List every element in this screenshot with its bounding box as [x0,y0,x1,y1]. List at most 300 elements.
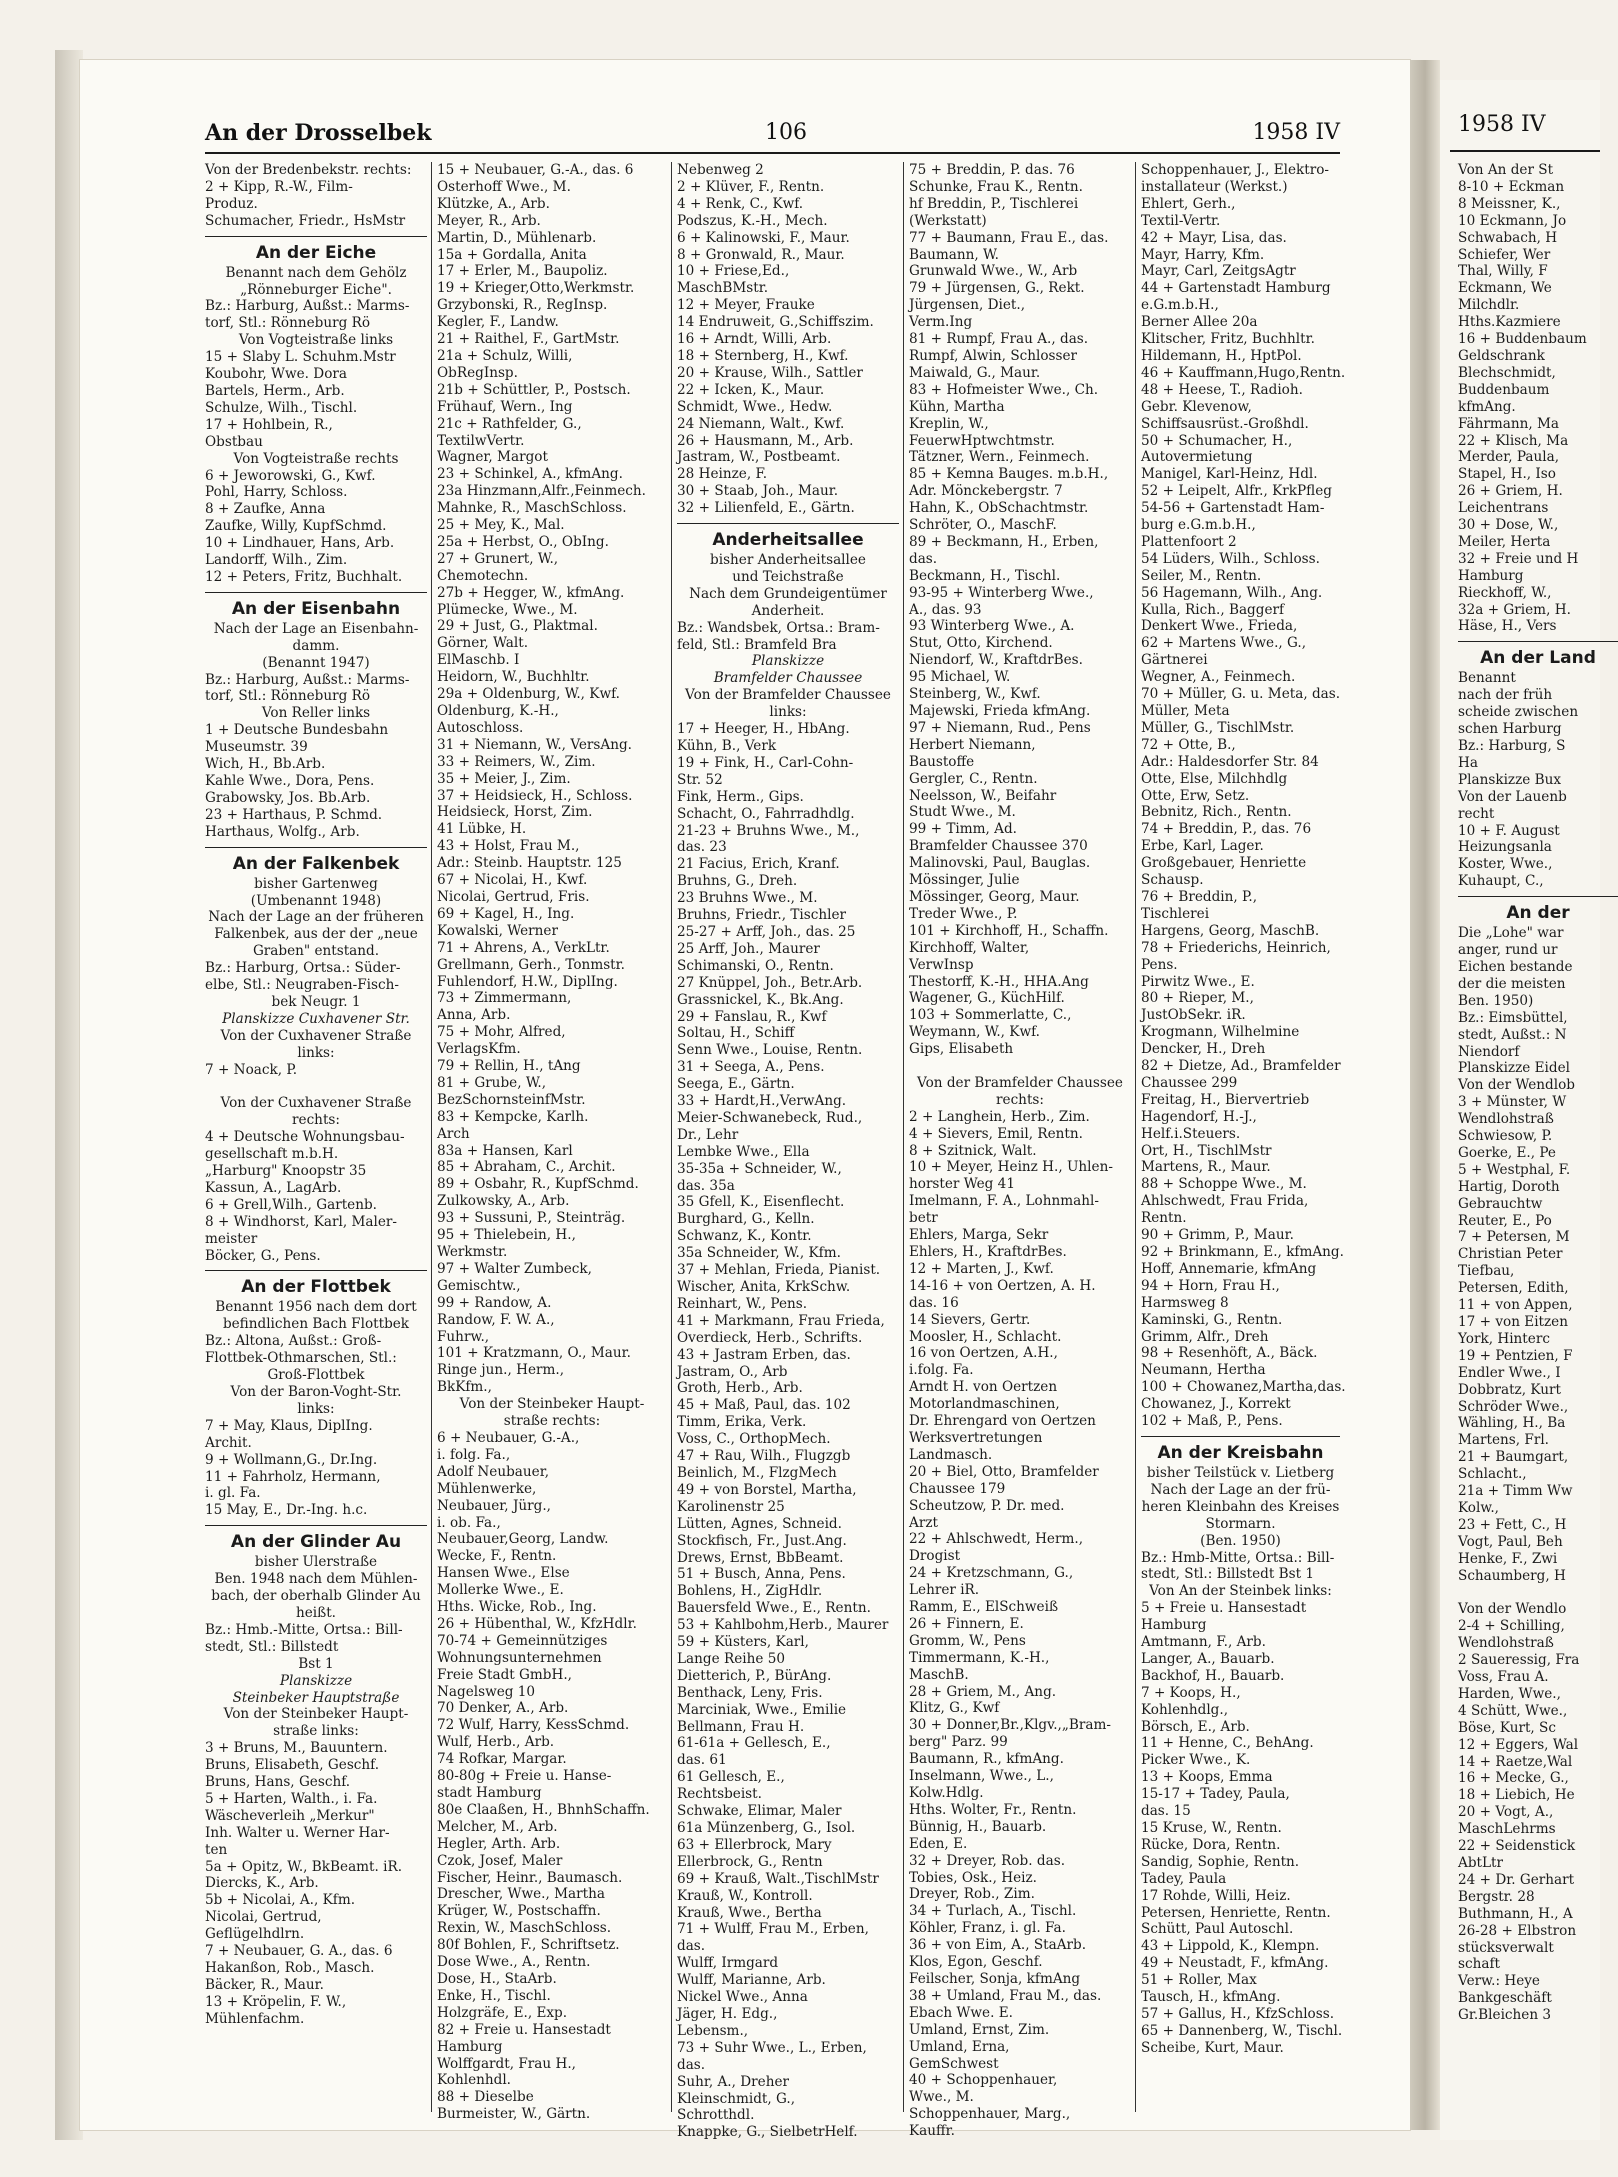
directory-entry-line: Wecke, F., Rentn. [437,1548,557,1565]
directory-entry-line: 27b + Hegger, W., kfmAng. [437,584,625,601]
directory-entry-line: Kolw.Hdlg. [909,1785,984,1801]
directory-entry-line: das. [677,1938,706,1955]
directory-entry-line: 75 + Mohr, Alfred, [437,1024,566,1041]
directory-entry-line: recht [1458,805,1495,822]
directory-entry-line: Kühn, Martha [909,398,1005,415]
directory-entry-line: bisher Ulerstraße [254,1554,378,1571]
directory-entry-line: 15 May, E., Dr.-Ing. h.c. [205,1502,368,1519]
directory-entry-line: Stut, Otto, Kirchend. [909,635,1053,652]
directory-entry-line: Str. 52 [677,771,723,788]
directory-entry-line: Inh. Walter u. Werner Har- [205,1824,390,1841]
directory-entry-line: Pens. [1141,956,1178,973]
directory-entry-line: Martin, D., Mühlenarb. [437,229,597,246]
directory-entry-line: Krauß, Wwe., Bertha [677,1904,822,1921]
directory-entry-line: 5a + Opitz, W., BkBeamt. iR. [205,1858,403,1875]
directory-entry-line: das. 35a [677,1177,735,1194]
directory-entry-line: schaft [1458,1956,1500,1973]
directory-entry-line: Ehlert, Gerh., [1141,195,1236,212]
directory-entry-line: Plattenfoort 2 [1141,533,1237,550]
directory-entry-line: 33 + Hardt,H.,VerwAng. [677,1093,847,1110]
directory-entry-line: 11 + von Appen, [1458,1297,1573,1314]
directory-entry-line: Schunke, Frau K., Rentn. [909,178,1083,195]
directory-entry-line: Gebr. Klevenow, [1141,398,1252,415]
directory-entry-line: Autovermietung [1141,449,1253,466]
directory-entry-line: Endler Wwe., I [1458,1364,1561,1381]
directory-entry-line: das. 16 [909,1294,959,1311]
directory-entry-line: Wohnungsunternehmen [437,1649,602,1666]
directory-entry-line: betr [909,1210,938,1227]
directory-entry-line: Feilscher, Sonja, kfmAng [909,1970,1081,1987]
directory-entry-line: 76 + Breddin, P., [1141,888,1258,905]
directory-entry-line: Henke, F., Zwi [1458,1550,1558,1567]
directory-entry-line: 73 + Suhr Wwe., L., Erben, [677,2039,867,2056]
directory-entry-line: Schütt, Paul Autoschl. [1141,1921,1294,1938]
directory-entry-line: 17 + Heeger, H., HbAng. [677,721,850,738]
directory-entry-line: straße links: [273,1723,359,1740]
directory-entry-line: Herbert Niemann, [909,736,1036,753]
directory-entry-line: Bruns, Elisabeth, Geschf. [205,1757,380,1774]
directory-entry-line: Wähling, H., Ba [1458,1415,1566,1432]
directory-entry-line: Niendorf [1458,1043,1520,1060]
directory-entry-line: Rechtsbeist. [677,1786,762,1803]
directory-entry-line: Geflügelhdlrn. [205,1926,305,1943]
directory-entry-line: Ort, H., TischlMstr [1141,1142,1272,1159]
directory-entry-line: 2 + Langhein, Herb., Zim. [909,1108,1090,1125]
directory-entry-line: Adr.: Haldesdorfer Str. 84 [1141,753,1319,770]
directory-entry-line: BezSchornsteinfMstr. [437,1091,586,1108]
directory-entry-line: Blechschmidt, [1458,364,1556,381]
directory-entry-line: Kaminski, G., Rentn. [1141,1311,1283,1328]
directory-entry-line: ElMaschb. I [437,652,520,669]
directory-entry-line: stedt, Stl.: Billstedt Bst 1 [1141,1566,1315,1583]
column-1 [205,162,427,2112]
directory-entry-line: 13 + Koops, Emma [1141,1769,1273,1786]
directory-entry-line: 29a + Oldenburg, W., Kwf. [437,686,620,703]
directory-entry-line: das. 15 [1141,1803,1191,1820]
directory-entry-line: 8-10 + Eckman [1458,178,1565,195]
directory-entry-line: Hegler, Arth. Arb. [437,1835,561,1852]
directory-entry-line: 75 + Breddin, P. das. 76 [909,162,1075,178]
directory-entry-line: Hamburg [1458,567,1524,584]
directory-entry-line: 31 + Niemann, W., VersAng. [437,736,633,753]
directory-entry-line: Eden, E. [909,1835,968,1852]
directory-entry-line: Lembke Wwe., Ella [677,1143,810,1160]
directory-entry-line: Grabowsky, Jos. Bb.Arb. [205,789,371,806]
directory-entry-line: 85 + Kemna Bauges. m.b.H., [909,466,1109,483]
directory-entry-line: Majewski, Frieda kfmAng. [909,703,1091,719]
directory-entry-line: 70-74 + Gemeinnütziges [437,1632,608,1649]
directory-entry-line: 70 + Müller, G. u. Meta, das. [1141,686,1341,703]
directory-entry-line: Plümecke, Wwe., M. [437,601,578,618]
header-rule [1450,150,1600,152]
directory-entry-line: 32 + Lilienfeld, E., Gärtn. [677,500,855,517]
directory-entry-line: 100 + Chowanez,Martha,das. [1141,1379,1346,1396]
directory-entry-line: 25 Arff, Joh., Maurer [677,940,820,957]
directory-entry-line: bek Neugr. 1 [271,993,361,1010]
directory-entry-line: bach, der oberhalb Glinder Au [211,1588,421,1605]
directory-entry-line: Dr., Lehr [677,1126,739,1143]
directory-entry-line: Weymann, W., Kwf. [909,1024,1040,1041]
directory-entry-line: 62 + Martens Wwe., G., [1141,635,1307,652]
directory-entry-line: Steinbeker Hauptstraße [232,1689,400,1706]
directory-entry-line: Jastram, O., Arb [677,1363,788,1380]
directory-entry-line: Schausp. [1141,872,1204,889]
facing-page [1440,80,1600,2140]
directory-entry-line: Bebnitz, Rich., Rentn. [1141,804,1292,821]
directory-entry-line: Grassnickel, K., Bk.Ang. [677,991,844,1008]
directory-entry-line: Harmsweg 8 [1141,1294,1229,1311]
directory-entry-line: Mössinger, Julie [909,872,1020,889]
directory-entry-line: Burmeister, W., Gärtn. [437,2106,591,2123]
directory-entry-line: 20 + Vogt, A., [1458,1804,1554,1821]
directory-entry-line: 27 Knüppel, Joh., Betr.Arb. [677,974,863,991]
directory-entry-line: Chemotechn. [437,567,529,584]
directory-entry-line: Hakanßon, Rob., Masch. [205,1960,375,1976]
directory-entry-line: Ben. 1950) [1458,992,1534,1009]
directory-entry-line: Milchdlr. [1458,297,1520,314]
year-volume: 1958 IV [1252,120,1340,145]
directory-entry-line: Gromm, W., Pens [909,1632,1026,1649]
directory-entry-line: Fuhrw., [437,1328,490,1345]
directory-entry-line: 4 + Renk, C., Kwf. [677,195,804,212]
directory-entry-line: Lange Reihe 50 [677,1650,785,1667]
directory-entry-line: Nach der Lage an der früheren [208,909,424,926]
directory-entry-line: links: [769,704,807,721]
directory-entry-line: 72 + Otte, B., [1141,736,1236,753]
directory-entry-line: stücksverwalt [1458,1939,1554,1956]
directory-entry-line: 44 + Gartenstadt Hamburg [1141,280,1331,297]
directory-entry-line: 94 + Horn, Frau H., [1141,1277,1280,1294]
directory-entry-line [1458,1585,1618,1602]
directory-entry-line: 89 + Beckmann, H., Erben, [909,533,1099,550]
directory-entry-line: Reinhart, W., Pens. [677,1295,808,1312]
directory-entry-line: 93-95 + Winterberg Wwe., [909,584,1094,601]
directory-entry-line: 47 + Rau, Wilh., Flugzgb [677,1448,851,1465]
directory-entry-line: Jastram, W., Postbeamt. [677,449,841,466]
directory-entry-line: heißt. [295,1604,336,1621]
directory-entry-line: Reuter, E., Po [1458,1212,1552,1229]
directory-entry-line: Osterhoff Wwe., M. [437,178,571,195]
directory-entry-line: i. ob. Fa., [437,1514,501,1531]
directory-entry-line: Kowalski, Werner [437,922,558,939]
directory-entry-line: i. gl. Fa. [205,1485,261,1502]
directory-entry-line: Klitscher, Fritz, Buchhltr. [1141,331,1315,348]
directory-entry-line: Martens, R., Maur. [1141,1159,1271,1176]
directory-entry-line: scheide zwischen [1458,704,1579,721]
directory-entry-line: 21 + Raithel, F., GartMstr. [437,331,620,348]
facing-page-header: 1958 IV [1458,112,1546,137]
directory-entry-line: 21a + Timm Ww [1458,1483,1573,1500]
directory-entry-line: 35 + Meier, J., Zim. [437,770,571,787]
directory-entry-line: 54-56 + Gartenstadt Ham- [1141,500,1325,517]
directory-entry-line: 25 + Mey, K., Mal. [437,517,565,534]
street-heading: An der Eisenbahn [205,592,427,621]
directory-entry-line: 93 + Sussuni, P., Steinträg. [437,1210,626,1227]
directory-entry-line: Amtmann, F., Arb. [1141,1634,1266,1651]
directory-entry-line: Schwabach, H [1458,229,1558,246]
directory-entry-line: Werkmstr. [437,1244,508,1260]
directory-entry-line: Ramm, E., ElSchweiß [909,1599,1059,1616]
directory-entry-line: Zaufke, Willy, KupfSchmd. [205,518,387,535]
directory-entry-line: Schoppenhauer, J., Elektro- [1141,162,1330,178]
directory-entry-line: Falkenbek, aus der der „neue [214,926,418,943]
directory-entry-line: Helf.i.Steuers. [1141,1125,1241,1142]
directory-entry-line: Tätzner, Wern., Feinmech. [909,449,1090,466]
directory-entry-line: 95 + Thielebein, H., [437,1227,576,1244]
directory-entry-line: Landmasch. [909,1446,993,1463]
directory-entry-line: 7 + Petersen, M [1458,1229,1570,1246]
directory-entry-line: 83a + Hansen, Karl [437,1142,573,1159]
directory-entry-line: 20 + Krause, Wilh., Sattler [677,364,863,381]
directory-entry-line: Schiffsausrüst.-Großhdl. [1141,415,1309,432]
directory-entry-line: Heidorn, W., Buchhltr. [437,669,590,686]
directory-entry-line: Bz.: Eimsbüttel, [1458,1009,1568,1026]
directory-entry-line: Bünnig, H., Bauarb. [909,1818,1047,1835]
directory-entry-line: Petersen, Edith, [1458,1280,1569,1297]
directory-entry-line: 53 + Kahlbohm,Herb., Maurer [677,1617,889,1634]
directory-entry-line: Inselmann, Wwe., L., [909,1768,1054,1785]
directory-entry-line: 30 + Staab, Joh., Maur. [677,483,839,500]
directory-entry-line: 8 + Gronwald, R., Maur. [677,246,845,263]
directory-entry-line: 49 + von Borstel, Martha, [677,1481,857,1498]
directory-entry-line: 3 + Bruns, M., Bauuntern. [205,1740,388,1757]
directory-entry-line: 17 + Hohlbein, R., [205,416,333,433]
directory-entry-line: 14 Endruweit, G.,Schiffszim. [677,314,874,331]
directory-entry-line: Moosler, H., Schlacht. [909,1328,1062,1345]
directory-entry-line: Goerke, E., Pe [1458,1144,1556,1161]
directory-entry-line: Buddenbaum [1458,381,1550,398]
directory-entry-line: 73 + Zimmermann, [437,990,572,1007]
directory-entry-line: 69 + Kagel, H., Ing. [437,905,575,922]
column-divider [431,162,432,2112]
directory-entry-line: Kirchhoff, Walter, [909,939,1030,956]
directory-entry-line: 40 + Schoppenhauer, [909,2072,1058,2089]
directory-entry-line: Kleinschmidt, G., [677,2090,796,2107]
directory-entry-line: Holzgräfe, E., Exp. [437,2004,568,2021]
directory-entry-line: 17 Rohde, Willi, Heiz. [1141,1887,1291,1904]
directory-entry-line: Heizungsanla [1458,839,1552,856]
directory-entry-line: 19 + Pentzien, F [1458,1347,1573,1364]
directory-entry-line: Adolf Neubauer, [437,1463,550,1480]
directory-entry-line: 83 + Hofmeister Wwe., Ch. [909,381,1099,398]
directory-entry-line: Groß-Flottbek [267,1367,365,1384]
directory-entry-line: Klützke, A., Arb. [437,195,550,212]
directory-entry-line: Wagner, Margot [437,449,548,466]
directory-entry-line: 61 Gellesch, E., [677,1769,785,1786]
directory-entry-line: 21c + Rathfelder, G., [437,415,582,432]
directory-entry-line: Flottbek-Othmarschen, Stl.: [205,1350,397,1367]
directory-entry-line: Gärtnerei [1141,652,1208,669]
directory-entry-line: 18 + Liebich, He [1458,1787,1575,1804]
directory-entry-line: 21-23 + Bruhns Wwe., M., [677,822,860,839]
directory-entry-line: Schröder Wwe., [1458,1398,1569,1415]
directory-entry-line: MaschLehrms [1458,1821,1556,1838]
directory-entry-line: 22 + Seidenstick [1458,1838,1576,1855]
directory-entry-line: 35 Gfell, K., Eisenflecht. [677,1194,845,1211]
directory-entry-line: Koster, Wwe., [1458,856,1553,873]
directory-entry-line: 14 + Raetze,Wal [1458,1753,1573,1770]
directory-entry-line: 82 + Dietze, Ad., Bramfelder [1141,1058,1341,1075]
directory-entry-line: 98 + Resenhöft, A., Bäck. [1141,1345,1318,1362]
directory-entry-line: Planskizze Cuxhavener Str. [222,1010,410,1027]
directory-entry-line: Senn Wwe., Louise, Rentn. [677,1042,863,1059]
directory-entry-line: 24 + Kretzschmann, G., [909,1565,1074,1582]
directory-entry-line: 23 + Schinkel, A., kfmAng. [437,466,623,483]
directory-entry-line: Dreyer, Rob., Zim. [909,1886,1035,1903]
directory-entry-line: Adr.: Steinb. Hauptstr. 125 [437,855,622,872]
directory-entry-line: 13 + Kröpelin, F. W., [205,1993,347,2010]
directory-entry-line: 9 + Wollmann,G., Dr.Ing. [205,1451,378,1468]
directory-entry-line: links: [297,1400,335,1417]
directory-entry-line: 31 + Seega, A., Pens. [677,1059,825,1076]
directory-entry-line: 97 + Walter Zumbeck, [437,1260,592,1277]
directory-entry-line: 74 + Breddin, P., das. 76 [1141,821,1312,838]
directory-entry-line: 46 + Kauffmann,Hugo,Rentn. [1141,364,1346,381]
column-divider [1135,162,1136,2112]
directory-entry-line: Frühauf, Wern., Ing [437,398,573,415]
directory-entry-line: 2 Saueressig, Fra [1458,1652,1580,1669]
directory-entry-line: „Harburg" Knoopstr 35 [205,1163,367,1180]
directory-entry-line: Koubohr, Wwe. Dora [205,366,347,383]
directory-entry-line: Gips, Elisabeth [909,1041,1014,1058]
directory-entry-line: Pohl, Harry, Schloss. [205,484,348,501]
directory-entry-line: Nach der Lage an der frü- [1150,1481,1331,1498]
directory-entry-line: Enke, H., Tischl. [437,1987,551,2004]
directory-entry-line: schen Harburg [1458,721,1562,738]
directory-entry-line: 102 + Maß, P., Pens. [1141,1413,1283,1430]
directory-entry-line: der die meisten [1458,975,1566,992]
directory-entry-line: Melcher, M., Arb. [437,1818,558,1835]
directory-entry-line: 6 + Jeworowski, G., Kwf. [205,467,376,484]
directory-entry-line: Planskizze Eidel [1458,1060,1570,1077]
directory-entry-line: nach der früh [1458,687,1553,704]
directory-entry-line: Freie Stadt GmbH., [437,1666,573,1683]
directory-entry-line: Ehlers, Marga, Sekr [909,1227,1049,1244]
directory-entry-line: gesellschaft m.b.H. [205,1146,339,1163]
directory-entry-line: (Werkstatt) [909,212,987,229]
directory-entry-line: Eichen bestande [1458,958,1573,975]
directory-entry-line: bisher Teilstück v. Lietberg [1146,1464,1335,1481]
directory-entry-line: 88 + Dieselbe [437,2089,534,2106]
directory-entry-line: 16 + Mecke, G., [1458,1770,1569,1787]
directory-entry-line: Planskizze Bux [1458,771,1562,788]
directory-entry-line: Verm.Ing [909,314,973,331]
directory-entry-line: 81 + Grube, W., [437,1074,547,1091]
directory-entry-line: 35a Schneider, W., Kfm. [677,1245,841,1262]
directory-entry-line: Sandig, Sophie, Rentn. [1141,1853,1300,1870]
directory-entry-line [205,1079,427,1096]
directory-entry-line: Rieckhoff, W., [1458,584,1552,601]
directory-entry-line: Obstbau [205,433,263,450]
directory-entry-line: Neubauer, Jürg., [437,1497,551,1514]
directory-entry-line: Schmidt, Wwe., Hedw. [677,398,833,415]
directory-entry-line: 67 + Nicolai, H., Kwf. [437,872,588,889]
directory-entry-line: Bramfelder Chaussee [713,670,863,687]
directory-entry-line: 52 + Leipelt, Alfr., KrkPfleg [1141,483,1332,500]
directory-entry-line: Bauersfeld Wwe., E., Rentn. [677,1600,871,1617]
directory-entry-line: Vogt, Paul, Beh [1458,1533,1563,1550]
directory-entry-line: Schumacher, Friedr., HsMstr [205,212,406,229]
directory-entry-line: Verw.: Heye [1458,1973,1540,1990]
directory-entry-line: Martens, Frl. [1458,1432,1550,1449]
directory-entry-line: ten [205,1841,228,1858]
directory-entry-line: 23 + Harthaus, P. Schmd. [205,806,383,823]
directory-entry-line: Meyer, R., Arb. [437,212,541,229]
directory-entry-line: Bz.: Harburg, Außst.: Marms- [205,671,410,688]
directory-entry-line: torf, Stl.: Rönneburg Rö [205,688,371,705]
directory-entry-line: 11 + Henne, C., BehAng. [1141,1735,1314,1752]
directory-entry-line: Grellmann, Gerh., Tonmstr. [437,956,625,973]
directory-entry-line: 57 + Gallus, H., KfzSchloss. [1141,2005,1335,2022]
directory-entry-line: Hargens, Georg, MaschB. [1141,922,1320,939]
directory-entry-line: Baumann, W. [909,246,999,263]
directory-entry-line: damm. [292,637,340,654]
directory-entry-line: 32a + Griem, H. [1458,601,1571,618]
column-4 [909,162,1131,2140]
directory-entry-line: MaschBMstr. [677,280,769,297]
directory-entry-line: 7 + Neubauer, G. A., das. 6 [205,1943,393,1960]
directory-entry-line: Bellmann, Frau H. [677,1718,805,1735]
directory-entry-line: 36 + von Eim, A., StaArb. [909,1937,1087,1954]
directory-entry-line: 23 + Fett, C., H [1458,1516,1567,1533]
directory-entry-line: 7 + Noack, P. [205,1061,298,1078]
directory-entry-line: JustObSekr. iR. [1141,1007,1246,1024]
directory-entry-line: 65 + Dannenberg, W., Tischl. [1141,2022,1343,2039]
directory-entry-line: Stormarn. [1205,1515,1276,1532]
directory-entry-line: Mühlenwerke, [437,1480,537,1497]
directory-entry-line: 43 + Holst, Frau M., [437,838,580,855]
directory-entry-line: Baumann, R., kfmAng. [909,1751,1064,1768]
directory-entry-line: Treder Wwe., P. [909,905,1018,922]
directory-entry-line: 24 + Dr. Gerhart [1458,1871,1575,1888]
directory-entry-line: 92 + Brinkmann, E., kfmAng. [1141,1244,1344,1260]
directory-entry-line: Langer, A., Bauarb. [1141,1650,1275,1667]
directory-entry-line: 41 + Markmann, Frau Frieda, [677,1312,885,1329]
directory-entry-line: Wulf, Herb., Arb. [437,1734,555,1751]
directory-entry-line: Kegler, F., Landw. [437,314,559,331]
directory-entry-line: Arch [437,1125,470,1142]
directory-entry-line: Voss, C., OrthopMech. [677,1431,831,1448]
directory-entry-line: Von An der Steinbek links: [1149,1583,1332,1600]
directory-entry-line: Von Reller links [261,705,371,722]
directory-entry-line: 43 + Lippold, K., Klempn. [1141,1938,1320,1955]
directory-entry-line: Planskizze [751,653,825,670]
directory-entry-line: 24 Niemann, Walt., Kwf. [677,415,845,432]
directory-entry-line: 15 Kruse, W., Rentn. [1141,1820,1282,1836]
directory-entry-line: 97 + Niemann, Rud., Pens [909,719,1091,736]
street-heading: An der Kreisbahn [1141,1436,1340,1465]
directory-entry-line: Kühn, B., Verk [677,738,777,754]
directory-entry-line: ObRegInsp. [437,364,518,381]
directory-entry-line: Bz.: Altona, Außst.: Groß- [205,1333,382,1350]
directory-entry-line: Bz.: Hmb-Mitte, Ortsa.: Bill- [1141,1549,1335,1566]
directory-entry-line: 14 Sievers, Gertr. [909,1311,1031,1328]
directory-entry-line: 15a + Gordalla, Anita [437,246,587,263]
directory-entry-line: Von der Lauenb [1458,788,1567,805]
directory-entry-line: 5 + Westphal, F. [1458,1161,1571,1178]
directory-entry-line: Chaussee 179 [909,1480,1006,1497]
directory-entry-line: 49 + Neustadt, F., kfmAng. [1141,1955,1329,1972]
directory-entry-line: 41 Lübke, H. [437,821,527,838]
directory-entry-line: Schoppenhauer, Marg., [909,2106,1071,2123]
directory-entry-line: Werksvertretungen [909,1429,1043,1446]
directory-entry-line: 79 + Jürgensen, G., Rekt. [909,280,1085,297]
directory-entry-line: 80 + Rieper, M., [1141,990,1254,1007]
directory-entry-line: 37 + Mehlan, Frieda, Pianist. [677,1262,881,1279]
directory-entry-line: 6 + Grell,Wilh., Gartenb. [205,1196,377,1213]
directory-entry-line: (Umbenannt 1948) [250,892,382,909]
directory-entry-line: Von Vogteistraße rechts [233,450,399,467]
